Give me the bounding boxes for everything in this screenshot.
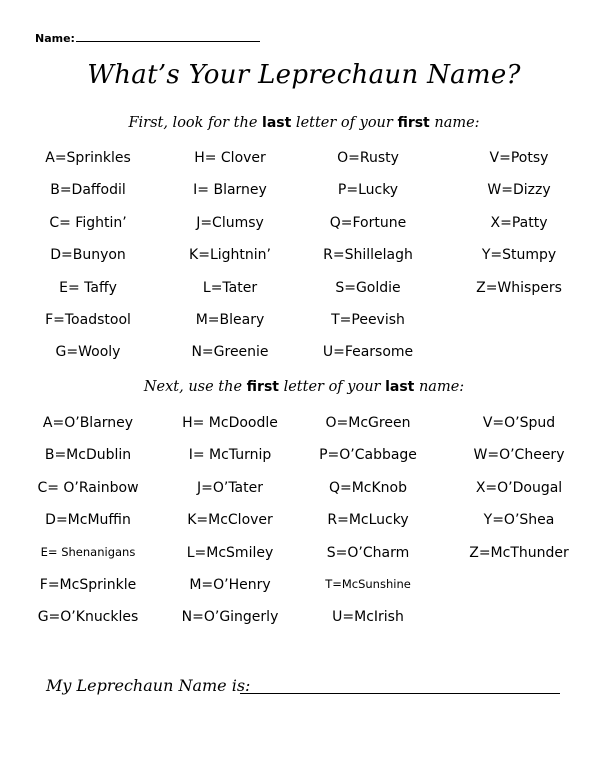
last-name-entry: H= McDoodle: [182, 415, 278, 431]
first-name-entry: U=Fearsome: [322, 344, 414, 361]
instruction-text: First, look for the: [128, 115, 263, 131]
last-name-entry: R=McLucky: [327, 512, 409, 529]
last-name-entry: P=O’Cabbage: [319, 447, 417, 464]
first-name-entry: D=Bunyon: [50, 247, 126, 264]
first-name-entry: R=Shillelagh: [323, 247, 413, 264]
last-name-entry: G=O’Knuckles: [37, 609, 139, 626]
last-name-entry: F=McSprinkle: [39, 577, 137, 593]
first-name-entry: E= Taffy: [59, 279, 117, 296]
instruction-bold: last: [262, 115, 292, 131]
instruction-text: name:: [414, 379, 465, 395]
instruction-text: letter of your: [278, 379, 386, 395]
first-name-entry: V=Potsy: [489, 150, 549, 166]
first-name-entry: W=Dizzy: [487, 182, 551, 199]
first-name-entry: X=Patty: [490, 214, 548, 231]
first-name-entry: Z=Whispers: [476, 279, 562, 296]
first-name-entry: J=Clumsy: [196, 214, 264, 231]
name-field: [35, 31, 260, 45]
last-name-entry: X=O’Dougal: [475, 479, 563, 496]
instruction-text: name:: [429, 115, 480, 131]
last-name-entry: U=McIrish: [332, 609, 404, 626]
first-name-entry: S=Goldie: [335, 279, 401, 296]
instruction-last-name: [0, 379, 608, 395]
last-name-entry: V=O’Spud: [482, 415, 556, 431]
last-name-entry: K=McClover: [187, 512, 273, 529]
first-name-entry: Y=Stumpy: [481, 247, 557, 264]
last-name-entry: W=O’Cheery: [473, 447, 565, 464]
page-title: What’s Your Leprechaun Name?: [87, 60, 521, 90]
name-label: Name:: [35, 32, 75, 45]
last-name-entry: O=McGreen: [325, 415, 411, 431]
last-name-entry: Q=McKnob: [328, 479, 408, 496]
name-blank-line[interactable]: [76, 31, 260, 42]
leprechaun-name-label: My Leprechaun Name is:: [46, 676, 251, 695]
first-name-entry: L=Tater: [202, 279, 258, 296]
first-name-entry: I= Blarney: [193, 182, 267, 199]
instruction-first-name: [0, 115, 608, 131]
first-name-entry: G=Wooly: [55, 344, 121, 361]
first-name-entry: K=Lightnin’: [189, 247, 271, 264]
last-name-entry: Z=McThunder: [469, 544, 569, 561]
instruction-bold: first: [246, 379, 279, 395]
last-name-entry: B=McDublin: [44, 447, 132, 464]
last-name-entry: N=O’Gingerly: [181, 609, 279, 626]
last-name-entry: M=O’Henry: [189, 577, 271, 593]
last-name-entry: E= Shenanigans: [40, 544, 136, 559]
last-name-entry: I= McTurnip: [188, 447, 272, 464]
first-name-entry: O=Rusty: [337, 150, 399, 166]
first-name-entry: P=Lucky: [337, 182, 399, 199]
first-name-entry: A=Sprinkles: [45, 150, 131, 166]
first-name-entry: F=Toadstool: [45, 312, 131, 328]
instruction-text: Next, use the: [143, 379, 247, 395]
first-name-entry: B=Daffodil: [50, 182, 126, 199]
last-name-entry: Y=O’Shea: [483, 512, 555, 529]
instruction-bold: last: [385, 379, 415, 395]
instruction-text: letter of your: [291, 115, 398, 131]
last-name-entry: T=McSunshine: [325, 577, 411, 591]
last-name-entry: C= O’Rainbow: [37, 479, 139, 496]
last-name-entry: D=McMuffin: [45, 512, 131, 529]
last-name-entry: L=McSmiley: [186, 544, 274, 561]
first-name-entry: M=Bleary: [195, 312, 265, 328]
leprechaun-name-blank-line[interactable]: [240, 693, 560, 694]
last-name-entry: A=O’Blarney: [42, 415, 134, 431]
instruction-bold: first: [397, 115, 430, 131]
last-name-entry: J=O’Tater: [196, 479, 264, 496]
first-name-entry: N=Greenie: [191, 344, 269, 361]
first-name-entry: H= Clover: [194, 150, 266, 166]
first-name-entry: Q=Fortune: [329, 214, 407, 231]
last-name-entry: S=O’Charm: [326, 544, 410, 561]
first-name-entry: C= Fightin’: [49, 214, 127, 231]
first-name-entry: T=Peevish: [331, 312, 405, 328]
